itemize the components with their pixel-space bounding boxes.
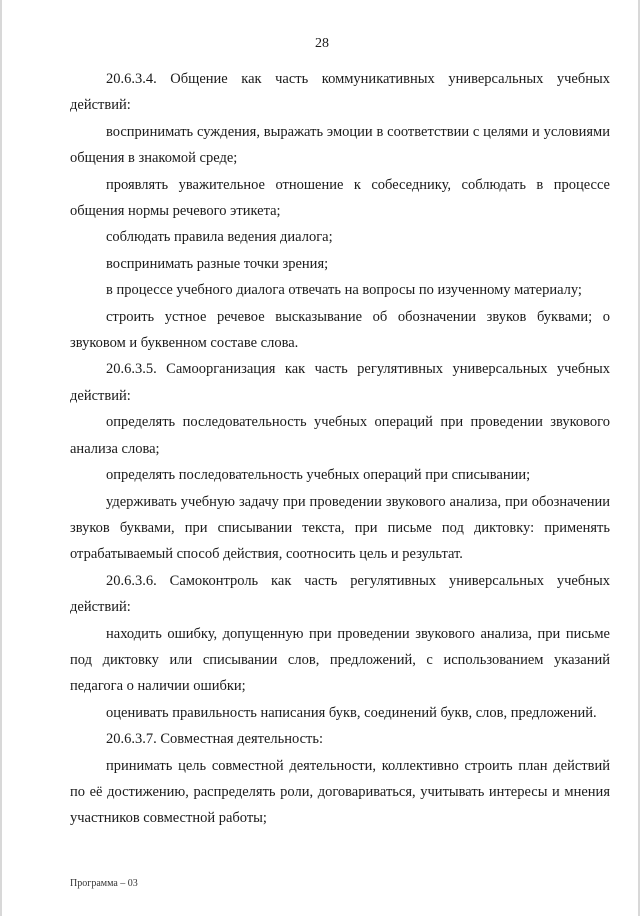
page-number: 28: [315, 36, 329, 51]
paragraph: проявлять уважительное отношение к собеседнику, соблюдать в процессе общения нормы речевого этикета;: [70, 176, 610, 220]
paragraph: удерживать учебную задачу при проведении звукового анализа, при обозначении звуков буквами, при списывании текста, при письме под диктовку: применять отрабатываемый способ действия, соотносить цель и результат.: [70, 493, 610, 563]
paragraph: воспринимать разные точки зрения;: [106, 255, 329, 272]
paragraph: воспринимать суждения, выражать эмоции в соответствии с целями и условиями общения в знакомой среде;: [70, 123, 610, 167]
page-footer: Программа – 03: [70, 878, 138, 889]
paragraph: соблюдать правила ведения диалога;: [106, 229, 333, 246]
paragraph: находить ошибку, допущенную при проведении звукового анализа, при письме под диктовку или списывании слов, предложений, с использованием указаний педагога о наличии ошибки;: [70, 625, 610, 695]
paragraph: определять последовательность учебных операций при списывании;: [106, 467, 531, 484]
paragraph: строить устное речевое высказывание об обозначении звуков буквами; о звуковом и буквенном составе слова.: [70, 308, 610, 352]
section-heading: 20.6.3.6. Самоконтроль как часть регулятивных универсальных учебных действий:: [70, 572, 610, 616]
section-heading: 20.6.3.5. Самоорганизация как часть регулятивных универсальных учебных действий:: [70, 361, 610, 404]
document-body: [70, 66, 610, 832]
section-heading: 20.6.3.7. Совместная деятельность:: [106, 731, 324, 748]
paragraph: оценивать правильность написания букв, соединений букв, слов, предложений.: [106, 704, 597, 721]
paragraph: определять последовательность учебных операций при проведении звукового анализа слова;: [70, 414, 610, 457]
section-heading: 20.6.3.4. Общение как часть коммуникативных универсальных учебных действий:: [70, 71, 610, 114]
paragraph: принимать цель совместной деятельности, коллективно строить план действий по её достижению, распределять роли, договариваться, учитывать интересы и мнения участников совместной работы;: [70, 757, 610, 827]
paragraph: в процессе учебного диалога отвечать на вопросы по изученному материалу;: [106, 282, 582, 299]
